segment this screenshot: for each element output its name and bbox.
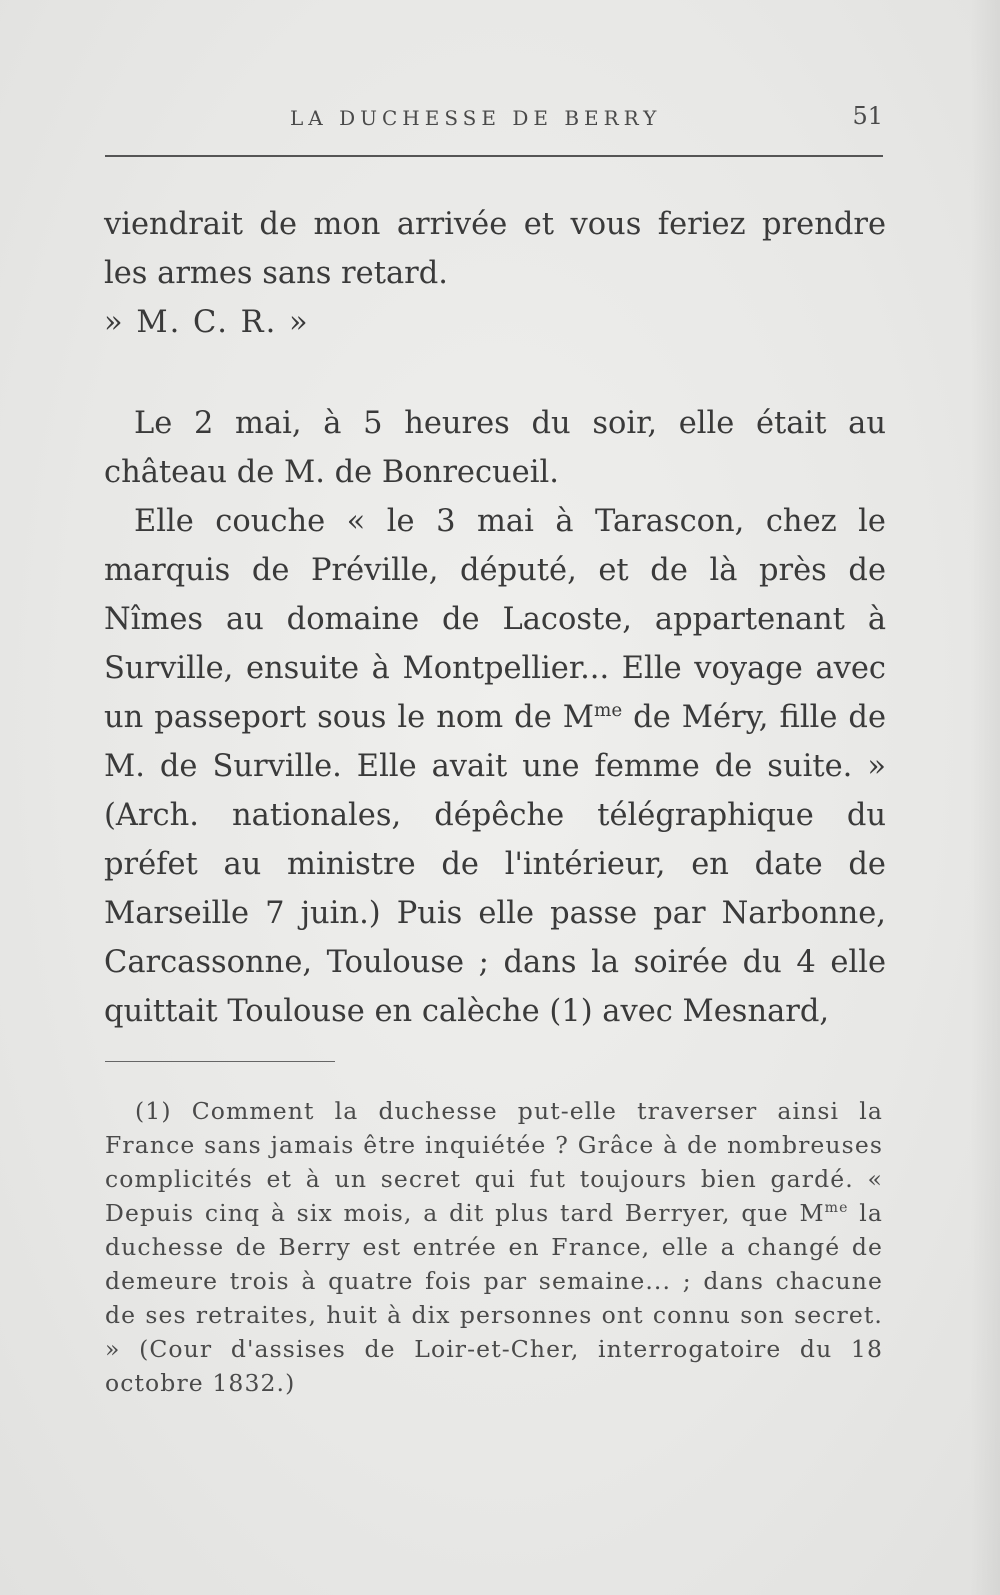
itinerary-text-part2: de Méry, fille de M. de Surville. Elle avait une femme de suite. » (Arch. nationales, dépêche télégraphique du préfet au ministre de l'intérieur, en date de Marseille 7 juin.) Puis elle passe par Narbonne, Carcassonne, Toulouse ; dans la soirée du 4 elle quittait Toulouse en calèche (1) avec Mesnard,	[104, 700, 886, 1029]
page-number: 51	[852, 102, 883, 130]
itinerary-text-part1: Elle couche « le 3 mai à Tarascon, chez le marquis de Préville, député, et de là près de Nîmes au domaine de Lacoste, appartenant à Surville, ensuite à Montpellier... Elle voyage avec un passeport sous le nom de M	[104, 504, 886, 735]
footnote-text-part1: (1) Comment la duchesse put-elle traverser ainsi la France sans jamais être inquiétée ? Grâce à de nombreuses complicités et à un secret qui fut toujours bien gardé. « Depuis cinq à six mois, a dit plus tard Berryer, que M	[105, 1097, 883, 1227]
letter-signature: » M. C. R. »	[104, 305, 310, 340]
superscript-me: me	[594, 699, 623, 721]
paragraph-continuation: viendrait de mon arrivée et vous feriez prendre les armes sans retard.	[104, 207, 886, 291]
footnote-rule	[105, 1061, 335, 1062]
running-head	[105, 98, 883, 138]
footnote	[105, 1094, 883, 1400]
header-rule	[105, 155, 883, 157]
paragraph-itinerary	[104, 497, 886, 1036]
page-edge-shadow	[970, 0, 1000, 1595]
footnote-superscript-me: me	[824, 1200, 849, 1217]
paragraph-bonrecueil: Le 2 mai, à 5 heures du soir, elle était au château de M. de Bonrecueil.	[104, 406, 886, 490]
footnote-text-part2: la duchesse de Berry est entrée en France, elle a changé de demeure trois à quatre fois par semaine... ; dans chacune de ses retraites, huit à dix personnes ont connu son secret. » (Cour d'assises de Loir-et-Cher, interrogatoire du 18 octobre 1832.)	[105, 1199, 884, 1397]
main-text	[104, 200, 886, 1036]
running-title: LA DUCHESSE DE BERRY	[290, 106, 662, 130]
footnote-paragraph	[105, 1094, 883, 1400]
